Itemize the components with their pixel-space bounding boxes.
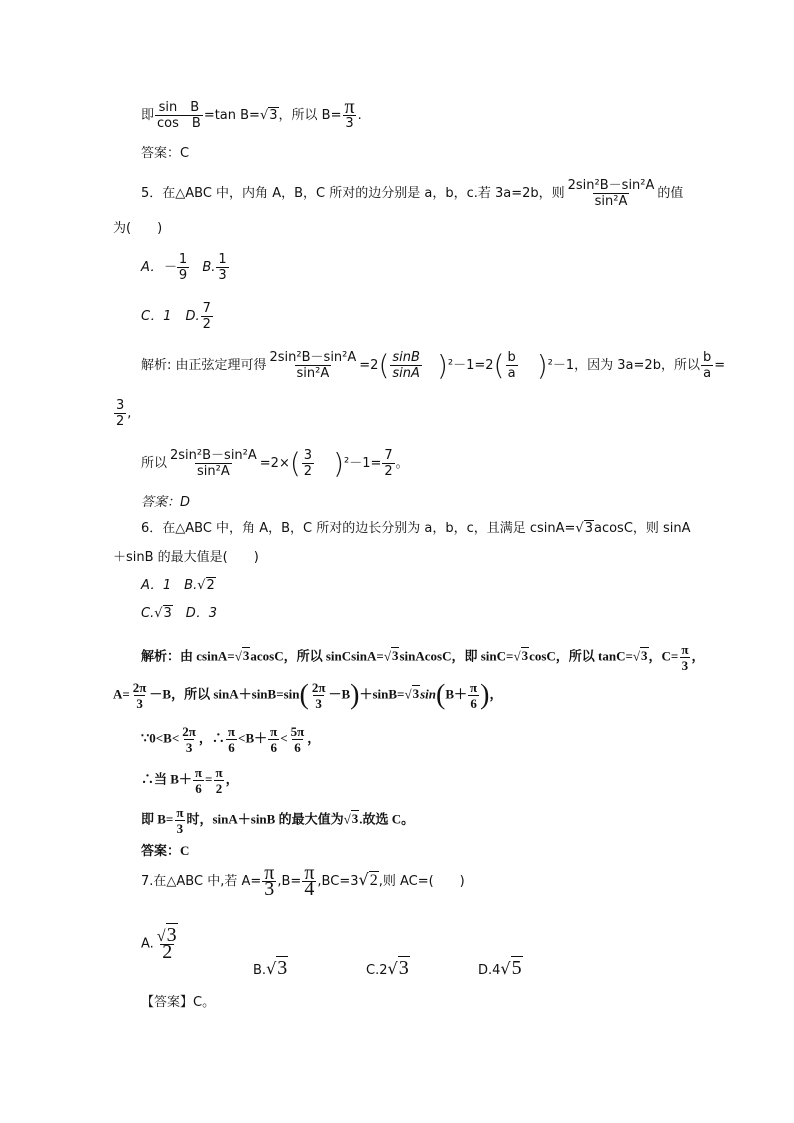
text: ²－1= [344,456,382,471]
radicand: 2 [369,872,378,889]
numerator: π [681,642,689,657]
radicand: 3 [242,648,250,664]
denominator: 6 [195,781,202,796]
text: .故选 C。 [359,811,415,827]
numerator: b [507,350,516,365]
q6-options-cd [141,605,217,623]
fraction [302,862,316,900]
numerator: π [344,96,355,118]
fraction [201,301,213,332]
numerator: π [304,862,315,884]
q6-solution-line5 [141,805,414,836]
q6-stem-line1 [141,520,691,538]
text: ，所以 B= [278,108,342,123]
text: ,BC=3 [317,874,359,889]
denominator: 3 [176,821,184,836]
numerator: π [470,680,478,695]
radicand: 3 [391,648,399,664]
sqrt-sign: √ [343,811,351,827]
denominator: 2 [215,781,223,796]
numerator: 3 [303,448,313,463]
sqrt-sign: √ [387,959,398,978]
denominator: 2 [202,317,211,332]
denominator: a [703,366,712,381]
denominator: 2 [162,941,173,963]
paren-left: ( [493,348,505,382]
text: 所以 [141,456,168,471]
text: = [205,771,213,787]
q5-answer: 答案：D [141,495,191,510]
q5-stem-line2: 为( ) [113,221,163,236]
text: , [127,406,132,421]
q6-solution-line4 [141,765,239,796]
denominator: 2 [303,464,313,479]
text: 7.在△ABC 中,若 A= [141,874,262,889]
option-a-label: A．－ [141,260,176,275]
fraction [262,862,276,900]
sqrt-sign: √ [383,648,391,664]
numerator: 1 [178,252,188,267]
denominator: sin²A [296,366,330,381]
text: sin [420,686,436,702]
text: 时，sinA＋sinB 的最大值为 [186,811,344,827]
text: ， [691,648,705,664]
text: ∵0<B< [141,730,180,746]
text: =2 [359,358,379,373]
fraction [382,448,394,479]
option-a-label: A. [141,936,154,952]
numerator: 2π [182,724,196,739]
fraction [468,680,479,711]
numerator: π [176,805,184,820]
option-b-label: B. [202,260,216,275]
option-b-label: B. [253,963,267,978]
fraction [226,724,237,755]
denominator: 3 [218,268,227,283]
option-c-label: C．1 [141,309,172,324]
fraction [390,350,422,381]
numerator: sin B [158,100,200,115]
denominator: 9 [178,268,188,283]
sqrt-sign: √ [404,686,412,702]
sqrt-sign: √ [156,928,166,945]
paren-right: ) [350,679,360,711]
prev-solution-line [141,96,362,131]
text: A= [113,686,130,702]
fraction [268,724,279,755]
q7-stem [141,862,465,900]
denominator: 2 [384,464,393,479]
denominator: 6 [294,740,301,755]
options-text: D．3 [172,606,218,621]
q6-solution-line3 [141,724,320,755]
radicand: 3 [269,108,278,123]
q5-solution-line1 [141,350,725,381]
paren-left: ( [289,446,301,480]
option-d-label: D. [185,309,200,324]
numerator: π [264,862,275,884]
fraction [193,765,204,796]
sqrt-sign: √ [154,606,163,621]
paren-left: ( [378,348,390,382]
radicand: 3 [584,521,593,536]
sqrt-sign: √ [513,648,521,664]
denominator: 3 [315,696,322,711]
denominator: sinA [392,366,420,381]
q5-stem-line1 [141,178,683,209]
fraction [342,96,356,131]
fraction [310,680,328,711]
denominator: 3 [136,696,143,711]
text: ， [489,686,503,702]
text: 即 [141,108,155,123]
sqrt-sign: √ [234,648,242,664]
text: －B [328,686,351,702]
text: 解析: 由正弦定理可得 [141,358,267,373]
radicand: 3 [166,924,177,946]
answer-prev: 答案：C [141,146,190,161]
denominator: 3 [345,116,354,131]
paren-left: ( [436,679,446,711]
fraction [155,924,180,963]
text: acosC，则 sinA [593,521,691,536]
fraction [701,350,713,381]
fraction [168,448,259,479]
text: . [357,108,362,123]
fraction [216,252,228,283]
option-b [253,958,288,982]
denominator: 6 [470,696,477,711]
radicand: 3 [351,811,359,827]
numerator: 2sin²B－sin²A [567,178,655,193]
denominator: 4 [304,878,315,900]
fraction [289,724,307,755]
fraction [505,350,517,381]
q6-options-ab [141,577,216,595]
text: ，∴ [198,730,225,746]
q5-solution-line2 [141,448,409,479]
q7-answer: 【答案】C。 [141,995,216,1010]
fraction [268,350,359,381]
fraction [302,448,314,479]
denominator: a [507,366,516,381]
sqrt-sign: √ [632,648,641,664]
sqrt-sign: √ [575,521,584,536]
text: ＋sinB= [359,686,405,702]
sqrt-sign: √ [266,959,277,978]
text: ， [225,771,239,787]
denominator: 6 [270,740,277,755]
text: cosC，所以 tanC= [529,648,633,664]
text: <B＋ [238,730,268,746]
denominator: 3 [681,658,689,673]
sqrt-sign: √ [500,959,511,978]
fraction [174,805,185,836]
text: 5．在△ABC 中，内角 A，B，C 所对的边分别是 a，b，c.若 3a=2b，则 [141,186,565,201]
text: ， [307,730,321,746]
numerator: 1 [218,252,227,267]
q5-solution-line1-cont [113,398,131,429]
paren-right: ) [436,348,448,382]
fraction [213,765,224,796]
q6-solution-line2 [113,680,502,711]
sqrt-sign: √ [259,108,269,123]
paren-right: ) [480,679,490,711]
fraction [131,680,149,711]
denominator: 6 [228,740,235,755]
options-text: C. [141,606,155,621]
sqrt-sign: √ [197,578,206,593]
numerator: 3 [116,398,125,413]
fraction [180,724,198,755]
numerator: π [227,724,236,739]
numerator: 2sin²B－sin²A [170,448,257,463]
numerator: 7 [384,448,393,463]
options-text: A．1 B. [141,578,198,593]
text: 。 [395,456,409,471]
denominator: 3 [185,740,193,755]
numerator: 2sin²B－sin²A [269,350,357,365]
fraction [177,252,189,283]
text: 的值 [657,186,684,201]
q6-stem-line2: ＋sinB 的最大值是( ) [113,550,259,565]
denominator: sin²A [197,464,230,479]
numerator: b [702,350,712,365]
q7-options [141,924,522,979]
radicand: 3 [277,957,288,979]
numerator: π [194,765,203,780]
text: ²－1=2 [447,358,494,373]
text: B＋ [445,686,467,702]
option-d-label: D.4 [478,963,501,978]
text: 即 B= [141,811,174,827]
text: ²－1，因为 3a=2b，所以 [547,358,700,373]
fraction [155,100,203,131]
radicand: 3 [163,606,172,621]
radicand: 5 [511,957,522,979]
numerator: 5π [290,724,305,739]
denominator: 2 [116,414,125,429]
q6-answer: 答案：C [141,843,190,858]
q5-options-cd [141,301,214,332]
text: ,B= [277,874,302,889]
option-d [478,958,523,982]
text: －B，所以 sinA＋sinB=sin [149,686,300,702]
denominator: 3 [264,878,275,900]
text: ∴当 B＋ [141,771,192,787]
sqrt-sign: √ [358,870,369,889]
text: acosC，所以 sinCsinA= [250,648,384,664]
numerator: π [270,724,278,739]
numerator: π [215,765,223,780]
paren-right: ) [536,348,548,382]
fraction [566,178,657,209]
denominator: sin²A [594,194,628,209]
fraction [679,642,690,673]
option-c [366,958,410,982]
text: = [714,358,726,373]
text: 解析：由 csinA= [141,648,235,664]
text: ，C= [648,648,679,664]
radicand: 3 [521,648,529,664]
q5-options-ab [141,252,230,283]
text: ,则 AC=( ) [378,874,465,889]
text: =2× [259,456,290,471]
text: sinAcosC，即 sinC= [399,648,514,664]
q6-solution-line1 [141,642,704,673]
text: =tan B= [203,108,260,123]
radicand: 2 [206,578,215,593]
paren-right: ) [333,446,344,480]
radicand: 3 [641,648,648,664]
text: < [280,730,288,746]
text: 6．在△ABC 中，角 A，B，C 所对的边长分别为 a，b，c，且满足 csinA= [141,521,576,536]
numerator: sinB [392,350,420,365]
radicand: 3 [412,686,420,702]
paren-left: ( [299,679,309,711]
denominator: cos B [157,116,201,131]
numerator: 7 [202,301,211,316]
numerator: 2π [311,680,326,695]
radicand: 3 [398,957,409,979]
numerator: 2π [132,680,147,695]
option-c-label: C.2 [366,963,388,978]
fraction [114,398,126,429]
